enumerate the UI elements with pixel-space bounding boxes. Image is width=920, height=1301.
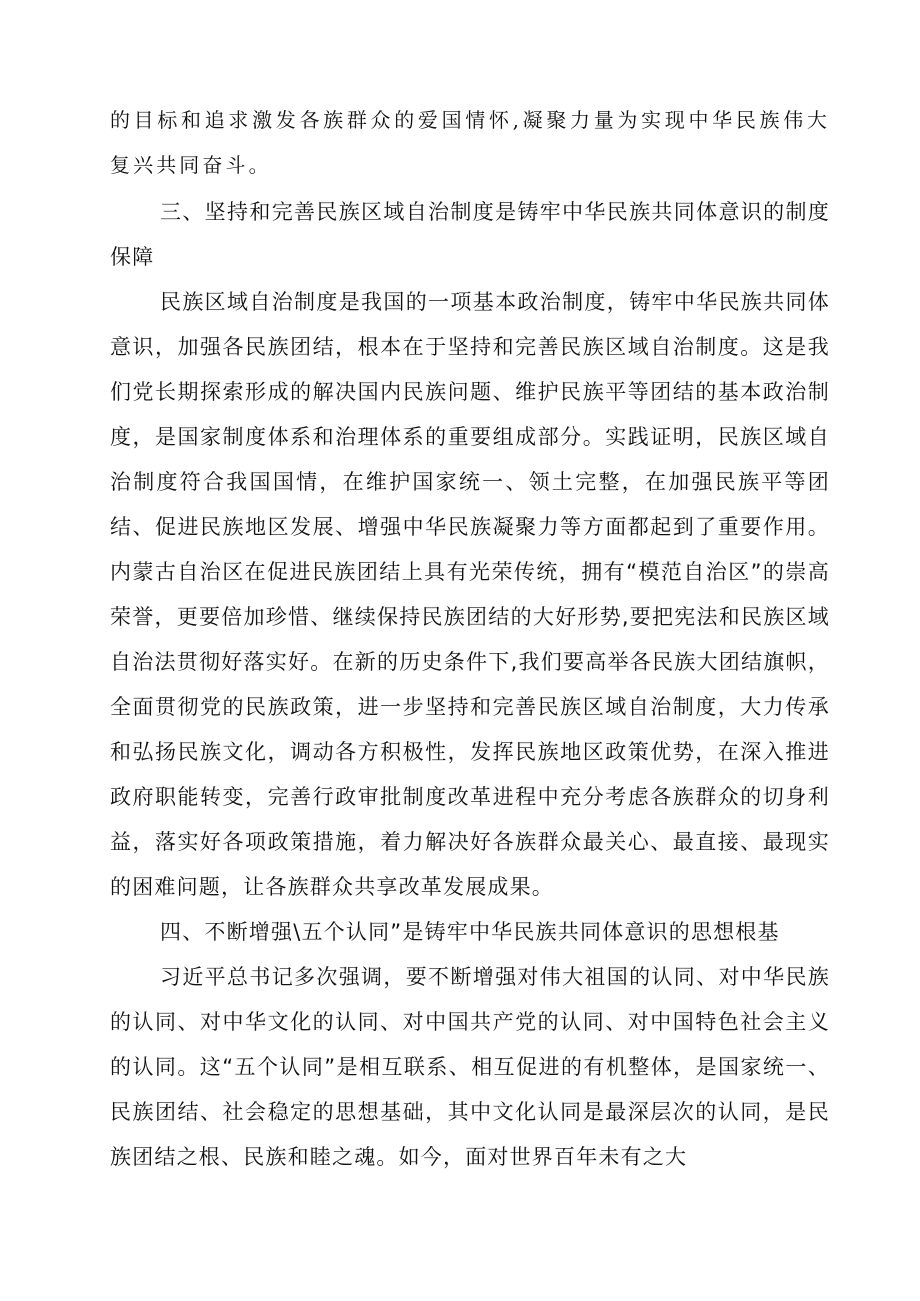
section-four-heading: 四、不断增强\五个认同”是铸牢中华民族共同体意识的思想根基 — [160, 920, 780, 944]
section-three-paragraph: 民族区域自治制度是我国的一项基本政治制度，铸牢中华民族共同体意识，加强各民族团结，根本在于坚持和完善民族区域自治制度。这是我们党长期探索形成的解决国内民族问题、维护民族平等团结的基本政治制度，是国家制度体系和治理体系的重要组成部分。实践证明，民族区域自治制度符合我国国情，在维护国家统一、领土完整，在加强民族平等团结、促进民族地区发展、增强中华民族凝聚力等方面都起到了重要作用。内蒙古自治区在促进民族团结上具有光荣传统，拥有“模范自治区”的崇高荣誉，更要倍加珍惜、继续保持民族团结的大好形势,要把宪法和民族区域自治法贯彻好落实好。在新的历史条件下,我们要高举各民族大团结旗帜，全面贯彻党的民族政策，进一步坚持和完善民族区域自治制度，大力传承和弘扬民族文化，调动各方积极性，发挥民族地区政策优势，在深入推进政府职能转变，完善行政审批制度改革进程中充分考虑各族群众的切身利益，落实好各项政策措施，着力解决好各族群众最关心、最直接、最现实的困难问题，让各族群众共享改革发展成果。 — [110, 290, 830, 899]
section-four-paragraph: 习近平总书记多次强调，要不断增强对伟大祖国的认同、对中华民族的认同、对中华文化的认同、对中国共产党的认同、对中国特色社会主义的认同。这“五个认同”是相互联系、相互促进的有机整体，是国家统一、民族团结、社会稳定的思想基础，其中文化认同是最深层次的认同，是民族团结之根、民族和睦之魂。如今，面对世界百年未有之大 — [110, 965, 830, 1169]
document-body — [110, 98, 830, 1180]
section-three-heading: 三、坚持和完善民族区域自治制度是铸牢中华民族共同体意识的制度保障 — [110, 200, 830, 269]
continuation-paragraph: 的目标和追求激发各族群众的爱国情怀,凝聚力量为实现中华民族伟大复兴共同奋斗。 — [110, 108, 830, 177]
